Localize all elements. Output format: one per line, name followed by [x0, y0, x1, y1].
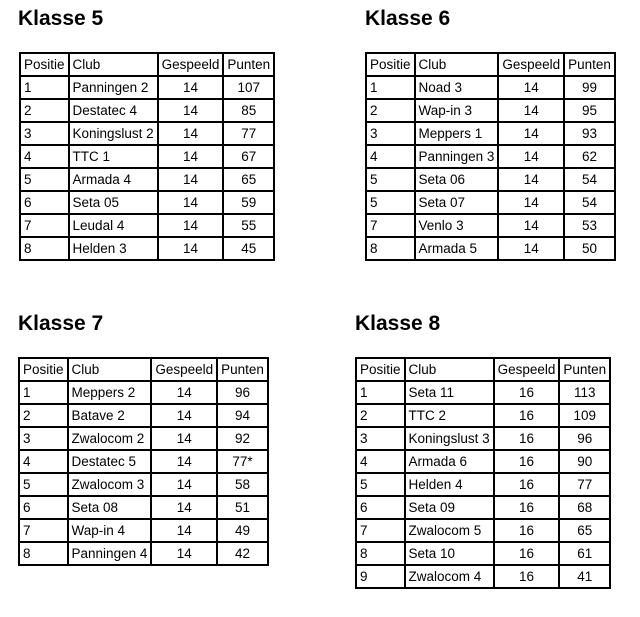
cell-punten: 77: [223, 122, 274, 145]
cell-punten: 45: [223, 237, 274, 260]
cell-positie: 7: [19, 519, 68, 542]
table-row: [20, 237, 274, 260]
cell-positie: 3: [366, 122, 415, 145]
cell-positie: 5: [366, 168, 415, 191]
cell-club: Zwalocom 2: [68, 427, 152, 450]
cell-gespeeld: 14: [158, 237, 224, 260]
cell-club: Zwalocom 4: [405, 565, 494, 588]
cell-club: TTC 1: [69, 145, 158, 168]
cell-punten: 65: [559, 519, 610, 542]
cell-club: Wap-in 3: [415, 99, 499, 122]
header-gespeeld: Gespeeld: [158, 53, 224, 76]
cell-punten: 77*: [217, 450, 268, 473]
cell-club: Helden 3: [69, 237, 158, 260]
header-club: Club: [68, 358, 152, 381]
cell-punten: 90: [559, 450, 610, 473]
cell-gespeeld: 14: [498, 99, 564, 122]
cell-gespeeld: 14: [151, 427, 217, 450]
table-row: [356, 450, 610, 473]
cell-positie: 6: [356, 496, 405, 519]
cell-punten: 99: [564, 76, 615, 99]
cell-gespeeld: 14: [158, 191, 224, 214]
table-row: [366, 76, 615, 99]
table-row: [366, 214, 615, 237]
cell-punten: 77: [559, 473, 610, 496]
cell-gespeeld: 14: [158, 145, 224, 168]
cell-gespeeld: 14: [158, 76, 224, 99]
cell-gespeeld: 14: [158, 214, 224, 237]
cell-club: Batave 2: [68, 404, 152, 427]
cell-gespeeld: 16: [494, 473, 560, 496]
cell-club: Seta 07: [415, 191, 499, 214]
cell-gespeeld: 16: [494, 381, 560, 404]
cell-gespeeld: 14: [498, 168, 564, 191]
cell-gespeeld: 16: [494, 496, 560, 519]
cell-gespeeld: 14: [158, 168, 224, 191]
klasse-7-table-body: [19, 358, 268, 565]
cell-punten: 50: [564, 237, 615, 260]
cell-punten: 96: [559, 427, 610, 450]
cell-club: Destatec 5: [68, 450, 152, 473]
cell-punten: 93: [564, 122, 615, 145]
table-row: [19, 542, 268, 565]
cell-club: Seta 09: [405, 496, 494, 519]
table-row: [19, 473, 268, 496]
cell-positie: 1: [366, 76, 415, 99]
cell-positie: 9: [356, 565, 405, 588]
table-row: [20, 168, 274, 191]
cell-punten: 59: [223, 191, 274, 214]
cell-club: Wap-in 4: [68, 519, 152, 542]
cell-punten: 113: [559, 381, 610, 404]
header-positie: Positie: [19, 358, 68, 381]
cell-positie: 3: [356, 427, 405, 450]
cell-positie: 1: [20, 76, 69, 99]
table-row: [366, 145, 615, 168]
cell-club: Noad 3: [415, 76, 499, 99]
cell-club: Venlo 3: [415, 214, 499, 237]
cell-punten: 85: [223, 99, 274, 122]
table-row: [19, 427, 268, 450]
cell-gespeeld: 14: [498, 122, 564, 145]
klasse-6-table: [365, 52, 616, 261]
cell-positie: 8: [19, 542, 68, 565]
table-row: [356, 381, 610, 404]
cell-punten: 51: [217, 496, 268, 519]
cell-punten: 92: [217, 427, 268, 450]
header-club: Club: [415, 53, 499, 76]
table-row: [356, 542, 610, 565]
table-header-row: [356, 358, 610, 381]
table-row: [19, 450, 268, 473]
table-row: [19, 496, 268, 519]
klasse-7-table: [18, 357, 269, 566]
cell-club: Koningslust 3: [405, 427, 494, 450]
klasse-6-section: [365, 7, 611, 256]
cell-club: Panningen 2: [69, 76, 158, 99]
cell-positie: 4: [19, 450, 68, 473]
cell-positie: 2: [20, 99, 69, 122]
header-positie: Positie: [20, 53, 69, 76]
cell-positie: 4: [20, 145, 69, 168]
cell-punten: 61: [559, 542, 610, 565]
cell-positie: 7: [366, 214, 415, 237]
cell-club: Destatec 4: [69, 99, 158, 122]
cell-positie: 2: [356, 404, 405, 427]
header-gespeeld: Gespeeld: [151, 358, 217, 381]
cell-punten: 42: [217, 542, 268, 565]
table-row: [20, 214, 274, 237]
cell-gespeeld: 14: [158, 99, 224, 122]
cell-punten: 41: [559, 565, 610, 588]
cell-club: Helden 4: [405, 473, 494, 496]
header-gespeeld: Gespeeld: [494, 358, 560, 381]
cell-gespeeld: 14: [151, 473, 217, 496]
cell-gespeeld: 14: [498, 145, 564, 168]
cell-club: Seta 08: [68, 496, 152, 519]
table-row: [356, 404, 610, 427]
cell-gespeeld: 16: [494, 404, 560, 427]
cell-club: Meppers 1: [415, 122, 499, 145]
cell-positie: 8: [356, 542, 405, 565]
cell-club: Koningslust 2: [69, 122, 158, 145]
table-row: [356, 496, 610, 519]
table-header-row: [19, 358, 268, 381]
table-row: [19, 519, 268, 542]
cell-positie: 3: [20, 122, 69, 145]
table-row: [356, 427, 610, 450]
cell-gespeeld: 14: [498, 76, 564, 99]
cell-gespeeld: 14: [151, 496, 217, 519]
table-row: [366, 237, 615, 260]
cell-club: Armada 4: [69, 168, 158, 191]
klasse-7-title: Klasse 7: [18, 312, 104, 335]
cell-gespeeld: 14: [151, 542, 217, 565]
klasse-7-section: [18, 312, 264, 561]
table-header-row: [366, 53, 615, 76]
cell-club: Armada 6: [405, 450, 494, 473]
cell-club: Zwalocom 3: [68, 473, 152, 496]
table-row: [20, 99, 274, 122]
klasse-6-title: Klasse 6: [365, 7, 451, 30]
cell-club: TTC 2: [405, 404, 494, 427]
cell-positie: 4: [356, 450, 405, 473]
table-row: [19, 404, 268, 427]
cell-gespeeld: 14: [158, 122, 224, 145]
cell-gespeeld: 14: [151, 450, 217, 473]
cell-club: Seta 05: [69, 191, 158, 214]
table-row: [20, 76, 274, 99]
cell-punten: 107: [223, 76, 274, 99]
cell-gespeeld: 14: [151, 404, 217, 427]
cell-gespeeld: 16: [494, 542, 560, 565]
klasse-8-title: Klasse 8: [355, 312, 441, 335]
table-row: [20, 122, 274, 145]
cell-punten: 94: [217, 404, 268, 427]
table-header-row: [20, 53, 274, 76]
cell-positie: 7: [356, 519, 405, 542]
cell-punten: 54: [564, 168, 615, 191]
header-positie: Positie: [366, 53, 415, 76]
cell-punten: 58: [217, 473, 268, 496]
cell-positie: 2: [366, 99, 415, 122]
cell-punten: 53: [564, 214, 615, 237]
cell-positie: 4: [366, 145, 415, 168]
cell-positie: 6: [20, 191, 69, 214]
cell-club: Zwalocom 5: [405, 519, 494, 542]
cell-positie: 6: [19, 496, 68, 519]
cell-positie: 1: [19, 381, 68, 404]
cell-gespeeld: 16: [494, 565, 560, 588]
table-row: [19, 381, 268, 404]
cell-club: Armada 5: [415, 237, 499, 260]
cell-positie: 3: [19, 427, 68, 450]
header-punten: Punten: [564, 53, 615, 76]
cell-punten: 109: [559, 404, 610, 427]
cell-punten: 68: [559, 496, 610, 519]
cell-positie: 7: [20, 214, 69, 237]
cell-punten: 54: [564, 191, 615, 214]
cell-positie: 8: [366, 237, 415, 260]
klasse-5-table-body: [20, 53, 274, 260]
cell-positie: 5: [20, 168, 69, 191]
cell-punten: 96: [217, 381, 268, 404]
cell-punten: 62: [564, 145, 615, 168]
table-row: [20, 145, 274, 168]
table-row: [356, 473, 610, 496]
cell-positie: 1: [356, 381, 405, 404]
table-row: [366, 191, 615, 214]
cell-club: Panningen 4: [68, 542, 152, 565]
cell-punten: 67: [223, 145, 274, 168]
cell-punten: 65: [223, 168, 274, 191]
cell-gespeeld: 14: [151, 519, 217, 542]
cell-gespeeld: 14: [498, 237, 564, 260]
cell-club: Meppers 2: [68, 381, 152, 404]
cell-gespeeld: 14: [498, 191, 564, 214]
cell-punten: 95: [564, 99, 615, 122]
klasse-6-table-body: [366, 53, 615, 260]
header-punten: Punten: [217, 358, 268, 381]
header-positie: Positie: [356, 358, 405, 381]
cell-club: Panningen 3: [415, 145, 499, 168]
cell-positie: 5: [356, 473, 405, 496]
header-gespeeld: Gespeeld: [498, 53, 564, 76]
cell-positie: 8: [20, 237, 69, 260]
klasse-8-table-body: [356, 358, 610, 588]
klasse-8-table: [355, 357, 611, 589]
table-row: [366, 122, 615, 145]
cell-positie: 5: [19, 473, 68, 496]
cell-positie: 5: [366, 191, 415, 214]
klasse-5-table: [19, 52, 275, 261]
cell-gespeeld: 14: [498, 214, 564, 237]
cell-gespeeld: 16: [494, 427, 560, 450]
klasse-8-section: [355, 312, 607, 584]
table-row: [366, 99, 615, 122]
cell-punten: 55: [223, 214, 274, 237]
table-row: [366, 168, 615, 191]
header-punten: Punten: [559, 358, 610, 381]
cell-gespeeld: 16: [494, 519, 560, 542]
cell-gespeeld: 16: [494, 450, 560, 473]
cell-club: Seta 11: [405, 381, 494, 404]
klasse-5-title: Klasse 5: [18, 7, 104, 30]
cell-punten: 49: [217, 519, 268, 542]
cell-club: Seta 06: [415, 168, 499, 191]
cell-gespeeld: 14: [151, 381, 217, 404]
table-row: [356, 565, 610, 588]
header-punten: Punten: [223, 53, 274, 76]
cell-positie: 2: [19, 404, 68, 427]
table-row: [20, 191, 274, 214]
cell-club: Seta 10: [405, 542, 494, 565]
cell-club: Leudal 4: [69, 214, 158, 237]
table-row: [356, 519, 610, 542]
klasse-5-section: [18, 7, 271, 256]
header-club: Club: [69, 53, 158, 76]
header-club: Club: [405, 358, 494, 381]
